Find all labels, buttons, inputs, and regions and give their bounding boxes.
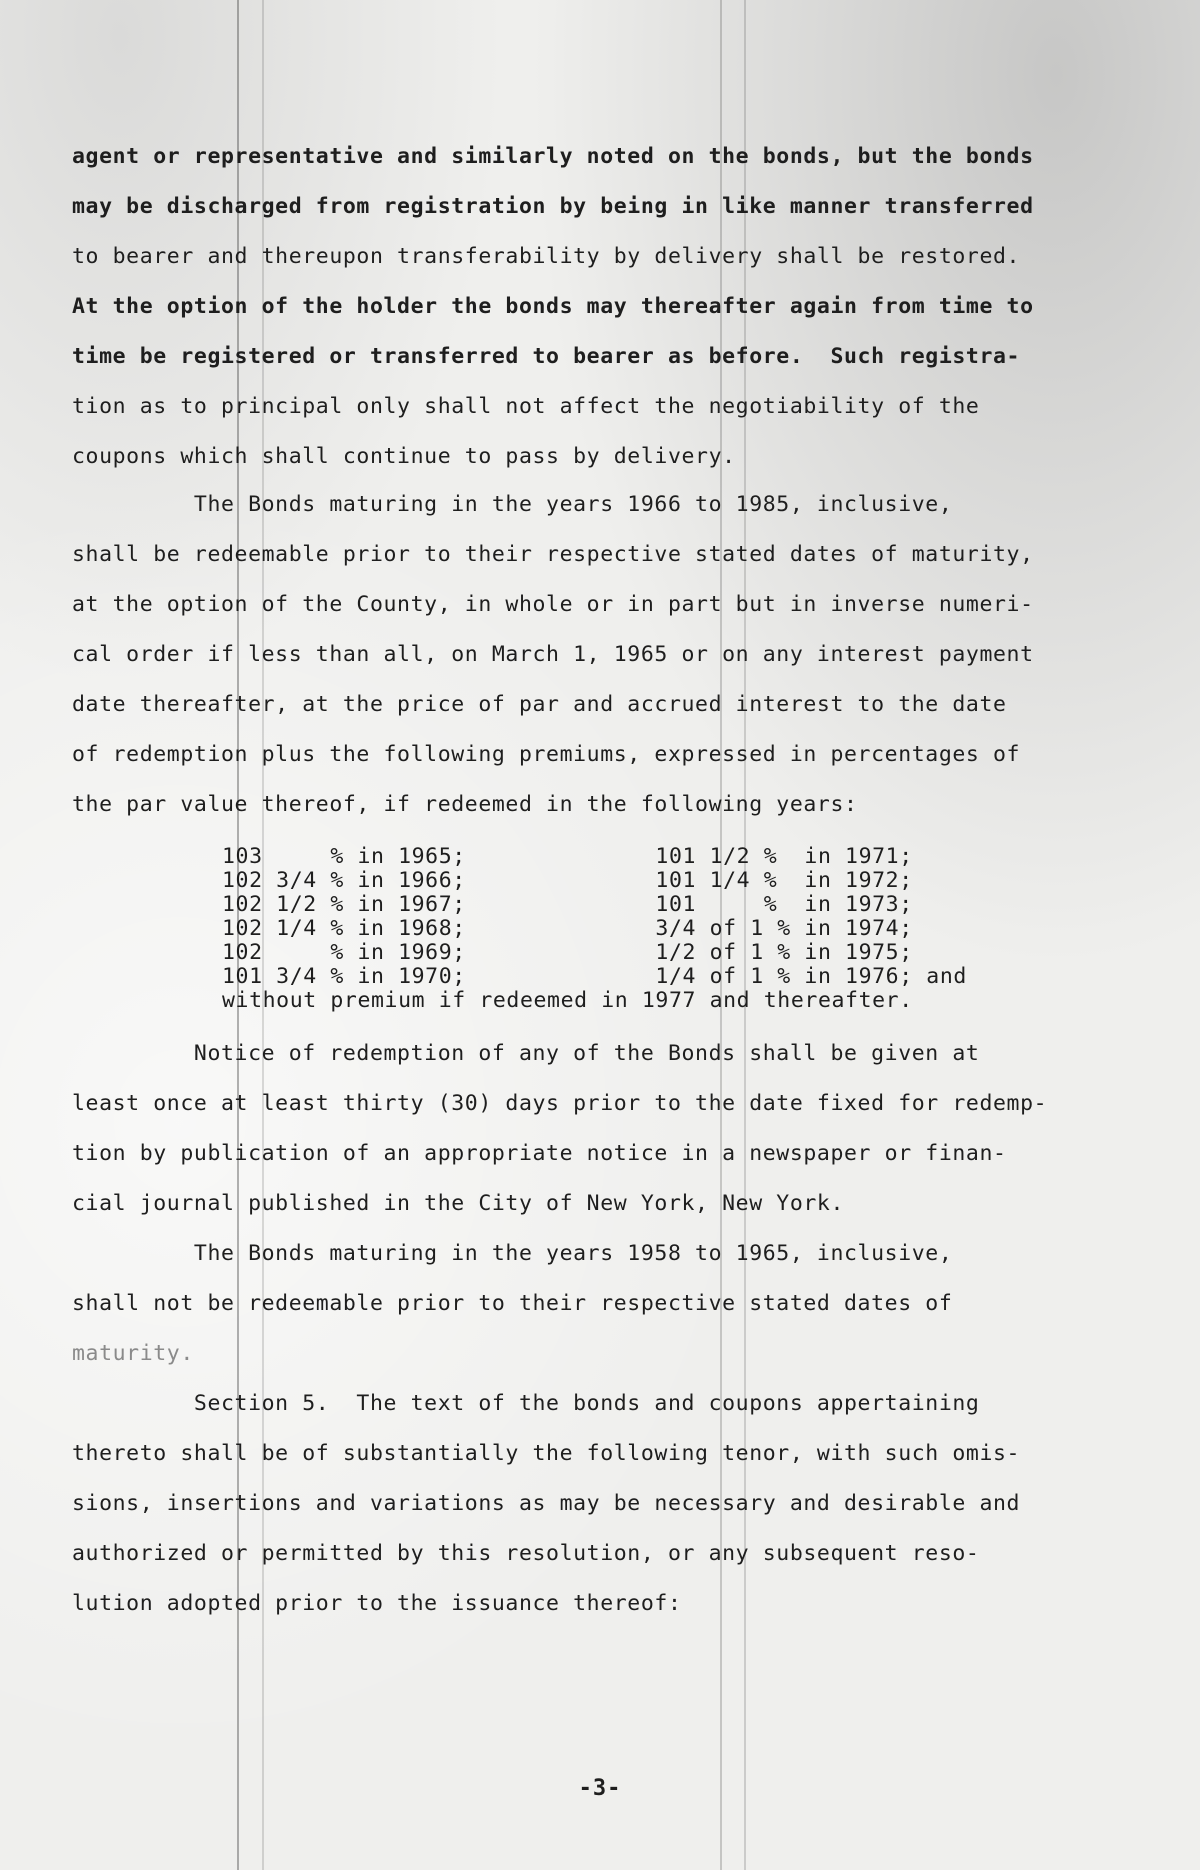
paragraph-registration — [72, 142, 1152, 469]
text-line: At the option of the holder the bonds may thereafter again from time to — [72, 294, 1034, 319]
text-line: shall not be redeemable prior to their respective stated dates of — [72, 1291, 953, 1316]
text-line: sions, insertions and variations as may be necessary and desirable and — [72, 1491, 1021, 1516]
schedule-row: 102 1/2 % in 1967; 101 % in 1973; — [222, 892, 913, 917]
text-line: date thereafter, at the price of par and accrued interest to the date — [72, 692, 1007, 717]
schedule-row: 102 3/4 % in 1966; 101 1/4 % in 1972; — [222, 868, 913, 893]
page-number: -3- — [578, 1776, 622, 1801]
schedule-row: 101 3/4 % in 1970; 1/4 of 1 % in 1976; and — [222, 964, 967, 989]
paragraph-section-5 — [72, 1389, 1152, 1616]
text-line: Notice of redemption of any of the Bonds shall be given at — [72, 1041, 980, 1066]
paragraph-redemption — [72, 490, 1152, 817]
schedule-row: 102 % in 1969; 1/2 of 1 % in 1975; — [222, 940, 913, 965]
text-line: least once at least thirty (30) days prior to the date fixed for redemp- — [72, 1091, 1048, 1116]
text-line: maturity. — [72, 1341, 194, 1366]
text-line: lution adopted prior to the issuance thereof: — [72, 1591, 682, 1616]
text-line: cal order if less than all, on March 1, 1965 or on any interest payment — [72, 642, 1034, 667]
text-line: Section 5. The text of the bonds and coupons appertaining — [72, 1391, 980, 1416]
text-line: tion as to principal only shall not affect the negotiability of the — [72, 394, 980, 419]
schedule-row: 103 % in 1965; 101 1/2 % in 1971; — [222, 844, 913, 869]
schedule-row: 102 1/4 % in 1968; 3/4 of 1 % in 1974; — [222, 916, 913, 941]
text-line: authorized or permitted by this resolution, or any subsequent reso- — [72, 1541, 980, 1566]
text-line: thereto shall be of substantially the following tenor, with such omis- — [72, 1441, 1021, 1466]
text-line: the par value thereof, if redeemed in the following years: — [72, 792, 858, 817]
text-line: at the option of the County, in whole or in part but in inverse numeri- — [72, 592, 1034, 617]
text-line: agent or representative and similarly noted on the bonds, but the bonds — [72, 144, 1034, 169]
text-line: The Bonds maturing in the years 1958 to 1965, inclusive, — [72, 1241, 953, 1266]
text-line: may be discharged from registration by being in like manner transferred — [72, 194, 1034, 219]
text-line: time be registered or transferred to bearer as before. Such registra- — [72, 344, 1021, 369]
paragraph-notice — [72, 1039, 1152, 1216]
text-line: to bearer and thereupon transferability by delivery shall be restored. — [72, 244, 1021, 269]
paragraph-non-redeemable — [72, 1239, 1152, 1364]
text-line: coupons which shall continue to pass by delivery. — [72, 444, 736, 469]
schedule-row: without premium if redeemed in 1977 and thereafter. — [222, 988, 913, 1013]
text-line: shall be redeemable prior to their respective stated dates of maturity, — [72, 542, 1034, 567]
text-line: The Bonds maturing in the years 1966 to 1985, inclusive, — [72, 492, 953, 517]
text-line: cial journal published in the City of New York, New York. — [72, 1191, 845, 1216]
text-line: tion by publication of an appropriate notice in a newspaper or finan- — [72, 1141, 1007, 1166]
text-line: of redemption plus the following premiums, expressed in percentages of — [72, 742, 1021, 767]
